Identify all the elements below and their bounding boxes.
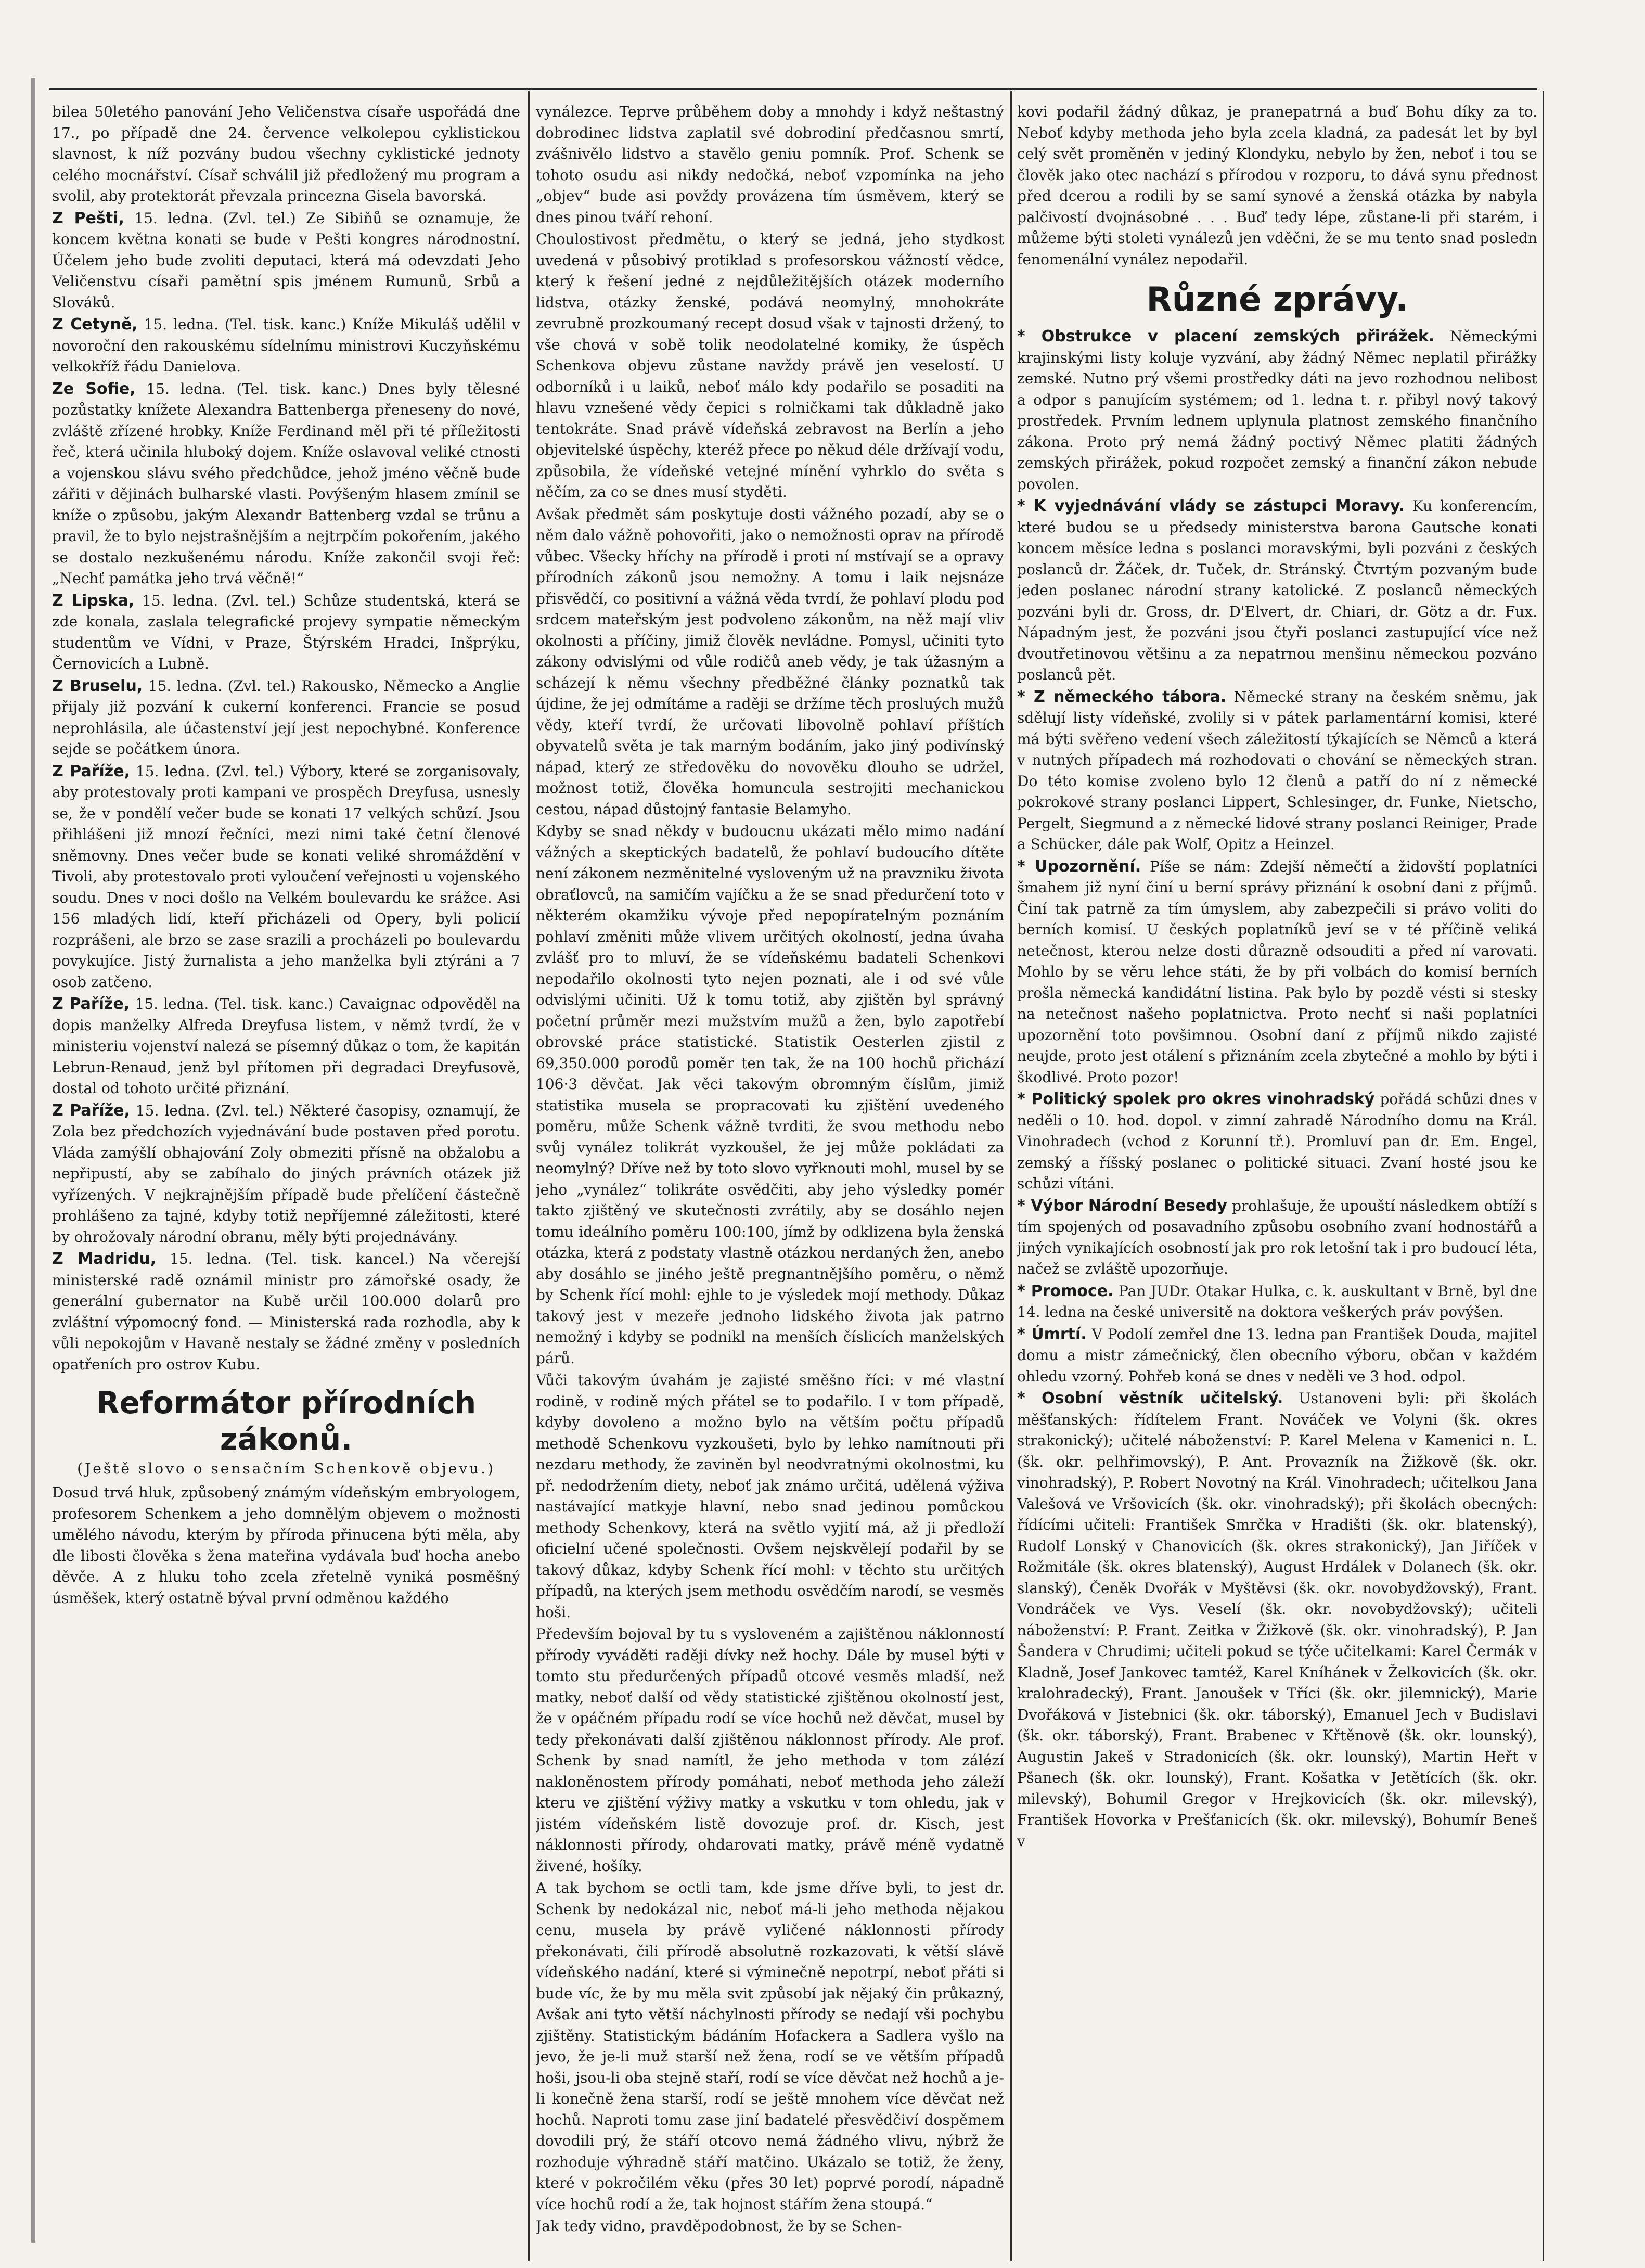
news-item bbox=[52, 591, 520, 675]
news-text: 15. ledna. (Tel. tisk. kanc.) Kníže Mikuláš udělil v novoroční den rakouskému sídelnímu ministrovi Kuczyňskému velkokříž řádu Danielova. bbox=[52, 316, 520, 375]
news-text: prohlašuje, že upouští následkem obtíží s tím spojených od posavadního způsobu osobního zvaní hodnostářů a jiných vynikajících osobností jak pro rok letošní tak i pro budoucí léta, načež se zvláště upozorňuje. bbox=[1017, 1197, 1537, 1277]
item-heading: * Politický spolek pro okres vinohradský bbox=[1017, 1090, 1375, 1108]
news-text: Ku konferencím, které budou se u předsedy ministerstva barona Gautsche konati koncem měsíce ledna s poslanci moravskými, byli pozváni z českých poslanců dr. Žáček, dr. Tuček, dr. Stránský. Čtvrtým pozvaným bude jeden poslanec národní strany katolické. Z poslanců německých pozváni byli dr. Gross, dr. D'Elvert, dr. Chiari, dr. Götz a dr. Fux. Nápadným jest, že pozváni jsou čtyři poslanci zastupující více než dvoutřetinovou většinu a za nepatrnou menšinu německou pozváno poslanců pět. bbox=[1017, 497, 1537, 683]
dateline: Z Paříže, bbox=[52, 995, 130, 1013]
news-text: 15. ledna. (Zvl. tel.) Ze Sibiňů se oznamuje, že koncem května konati se bude v Pešti kongres národnostní. Účelem jeho bude zvoliti deputaci, která má odevzdati Jeho Veličenstvu císaři pamětní spis jménem Rumunů, Srbů a Slováků. bbox=[52, 209, 520, 311]
news-text: pořádá schůzi dnes v neděli o 10. hod. dopol. v zimní zahradě Národního domu na Král. Vinohradech (vchod z Korunní tř.). Promluví pan dr. Em. Engel, zemský a říšský poslanec o politické situaci. Zvaní hosté jsou ke schůzi vítáni. bbox=[1017, 1091, 1537, 1192]
paragraph: Jak tedy vidno, pravděpodobnost, že by se Schen- bbox=[536, 2218, 902, 2235]
paragraph: vynálezce. Teprve průběhem doby a mnohdy i když neštastný dobrodinec lidstva zaplatil své dobrodiní předčasnou smrtí, zvášnivělo lidstvo a stavělo geniu pomník. Prof. Schenk se tohoto osudu asi nikdy nedočká, neboť vzpomínka na jeho „objev“ bude asi povždy provázena tím úsměvem, který se dnes pinou tváří rehoní. bbox=[536, 103, 1004, 226]
item-heading: * K vyjednávání vlády se zástupci Moravy. bbox=[1017, 497, 1405, 515]
news-text: 15. ledna. (Tel. tisk. kancel.) Na včerejší ministerské radě oznámil ministr pro zámořské osady, že generální gubernator na Kubě určil 100.000 dolarů pro zvláštní výpomocný fond. — Ministerská rada rozhodla, aby k vůli nepokojům v Havaně nestaly se žádné změny v posledních opatřeních pro ostrov Kubu. bbox=[52, 1250, 520, 1373]
news-item bbox=[52, 379, 520, 590]
dateline: Z Lipska, bbox=[52, 591, 135, 610]
news-item bbox=[52, 208, 520, 314]
news-item bbox=[52, 676, 520, 760]
news-text: Píše se nám: Zdejší němečtí a židovští poplatníci šmahem již nyní činí u berní správy přiznání k osobní dani z příjmů. Činí tak patrně za tím úmyslem, aby zabezpečili si právo voliti do berních komisí. U českých poplatníků jeví se v té příčině veliká netečnost, kterou nelze dosti důrazně odsouditi a před ní varovati. Mohlo by se věru lehce státi, že by při volbách do komisí berních prošla německá kandidátní listina. Pak bylo by pozdě vésti si stesky na netečnost našeho poplatnictva. Proto nechť si naši poplatníci upozornění toto povšimnou. Osobní daní z příjmů nikdo zajisté neujde, proto jest otálení s přiznáním zcela zbytečné a mohlo by býti i škodlivé. Proto pozor! bbox=[1017, 857, 1537, 1086]
dateline: Z Bruselu, bbox=[52, 676, 143, 695]
news-item bbox=[52, 994, 520, 1099]
column-1 bbox=[52, 101, 520, 2256]
news-text: 15. ledna. (Zvl. tel.) Rakousko, Německo a Anglie přijaly již pozvání k cukerní konferenci. Francie se posud neprohlásila, ale účastenství její jest nepochybné. Konference sejde se počátkem února. bbox=[52, 677, 520, 758]
news-text: 15. ledna. (Tel. tisk. kanc.) Cavaignac odpověděl na dopis manželky Alfreda Dreyfusa listem, v němž tvrdí, že v ministeriu vojenství nalezá se písemný důkaz o tom, že kapitán Lebrun-Renaud, jenž byl přítomen při degradaci Dreyfusově, dostal od tohoto určité přiznání. bbox=[52, 995, 520, 1097]
paragraph: A tak bychom se octli tam, kde jsme dříve byli, to jest dr. Schenk by nedokázal nic, neboť má-li jeho methoda nějakou cenu, musela by právě vyličené náklonnosti přírody překonávati, čili přírodě absolutně rozkazovati, k větší slávě vídeňského nadání, které si výminečně nepotrpí, neboť přáti si bude víc, že by mu měla svit způsobí jak nějaký čin průkazný, Avšak ani tyto větší náchylnosti přírody se nedají vši pochybu zjištěny. Statistickým bádáním Hofackera a Sadlera vyšlo na jevo, že je-li muž starší než žena, rodí se ve větším případů hoši, jsou-li oba stejně staří, rodí se více děvčat než hochů a je-li konečně žena starší, rodí se ještě mnohem více děvčat než hochů. Naproti tomu zase jiní badatelé přesvědčiví dospěmem dovodili prý, že stáří otcovo nemá žádného vlivu, nýbrž že rozhoduje výhradně stáří matčino. Ukázalo se totiž, že ženy, které v pokročilém věku (přes 30 let) poprvé porodí, nápadně více hochů rodí a že, tak hojnost stářím žena stoupá.“ bbox=[536, 1879, 1004, 2213]
item-heading: * Osobní věstník učitelský. bbox=[1017, 1389, 1283, 1407]
news-item bbox=[52, 314, 520, 378]
news-item bbox=[52, 1100, 520, 1248]
paragraph: bilea 50letého panování Jeho Veličenstva císaře uspořádá dne 17., po případě dne 24. července velkolepou cyklistickou slavnost, k níž pozvány budou všechny cyklistické jednoty celého mocnářství. Císař schválil již předložený mu program a svolil, aby protektorát převzala princezna Gisela bavorská. bbox=[52, 103, 520, 204]
dateline: Ze Sofie, bbox=[52, 379, 136, 398]
paragraph: Avšak předmět sám poskytuje dosti vážného pozadí, aby se o něm dalo vážně pohovořiti, jako o nemožnosti oprav na přírodě vůbec. Všecky hříchy na přírodě i proti ní mstívají se a opravy přírodních zákonů jsou nemožny. A tomu i laik nejsnáze přisvědčí, co positivní a vážná věda tvrdí, že pohlaví plodu pod srdcem mateřským jest podvoleno zákonům, na něž mají vliv okolnosti a příčiny, jimiž člověk nevládne. Pomysl, učiniti tyto zákony odvislými od vůle rodičů aneb vědy, je tak úžasným a scházejí k němu všechny předběžné články poznatků tak újdine, že jej odmítáme a raději se držíme těch prosluých mužů vědy, kteří tvrdí, že určovati libovolně pohlaví příštích obyvatelů světa je tak marným bodáním, jako jiný podivínský nápad, který ze středověku do novověku dlouho se udržel, možnost totiž, člověka homuncula sestrojiti mechanickou cestou, nápad důstojný fantasie Belamyho. bbox=[536, 505, 1004, 818]
item-heading: * Z německého tábora. bbox=[1017, 687, 1227, 706]
scan-binding-edge bbox=[31, 78, 35, 2243]
column-rule-1 bbox=[528, 91, 530, 2261]
news-item bbox=[1017, 496, 1537, 686]
news-text: 15. ledna. (Zvl. tel.) Výbory, které se zorganisovaly, aby protestovaly proti kampani ve prospěch Dreyfusa, usnesly se, že v pondělí večer bude se konati 17 velkých schůzí. Jsou přihlášeni již mnozí řečníci, mezi nimi také četní členové sněmovny. Dnes večer bude se konati veliké shromáždění v Tivoli, aby protestovalo proti vyloučení veřejnosti u vojenského soudu. Dnes v noci došlo na Velkém boulevardu ke srážce. Asi 156 mladých lidí, kteří přicházeli od Opery, byli policií rozprášeni, ale brzo se zase srazili a procházeli po boulevardu povykujíce. Jistý žurnalista a jeho manželka byli ztýráni a 7 osob zatčeno. bbox=[52, 762, 520, 991]
news-item bbox=[1017, 326, 1537, 495]
news-text: Německými krajinskými listy koluje vyzvání, aby žádný Němec neplatil přirážky zemské. Nutno prý všemi prostředky dáti na jevo rozhodnou nelibost a odpor s panujícím systémem; od 1. ledna t. r. přibyl nový takový prostředek. Prvním lednem uplynula platnost zemského finančního zákona. Proto prý nemá žádný poctivý Němec platiti žádných zemských přirážek, pokud rozpočet zemský a finanční zákon nebude povolen. bbox=[1017, 328, 1537, 493]
news-text: Ustanoveni byli: při školách měšťanských: řídítelem Frant. Nováček ve Volyni (šk. okres strakonický); učitelé náboženství: P. Karel Melena v Kamenici n. L. (šk. okr. pelhřimovský), P. Ant. Provazník na Žižkově (šk. okr. vinohradský), P. Robert Novotný na Král. Vinohradech; učitelkou Jana Valešová ve Vršovicích (šk. okr. vinohradský); při školách obecných: řídícími učiteli: František Smrčka v Hradišti (šk. okr. blatenský), Rudolf Lonský v Chanovicích (šk. okres strakonický), Jan Jiříček v Rožmitále (šk. okres blatenský), August Hrdálek v Dolanech (šk. okr. slanský), Čeněk Dvořák v Myštěvsi (šk. okr. novobydžovský), Frant. Vondráček ve Vys. Veselí (šk. okr. novobydžovský); učiteli náboženství: P. Frant. Zeitka v Žižkově (šk. okr. vinohradský), P. Jan Šandera v Chrudimi; učiteli pokud se týče učitelkami: Karel Čermák v Kladně, Josef Jankovec tamtéž, Karel Kníhánek v Želkovicích (šk. okr. kralohradecký), Frant. Janoušek v Tříci (šk. okr. jilemnický), Marie Dvořáková v Jistebnici (šk. okr. táborský), Emanuel Jech v Budislavi (šk. okr. táborský), Frant. Brabenec v Křtěnově (šk. okr. lounský), Augustin Jakeš v Stradonicích (šk. okr. lounský), Martin Heřt v Pšanech (šk. okr. lounský), Frant. Košatka v Jetětících (šk. okr. milevský), Bohumil Gregor v Hrejkovicích (šk. okr. milevský), František Hovorka v Prešťanicích (šk. okr. milevský), Bohumír Beneš v bbox=[1017, 1390, 1537, 1850]
top-rule bbox=[49, 88, 1537, 90]
column-rule-2 bbox=[1010, 91, 1012, 2261]
paragraph: kovi podařil žádný důkaz, je pranepatrná a buď Bohu díky za to. Neboť kdyby methoda jeho byla zcela kladná, za padesát let by byl celý svět proměněn v jediný Klondyku, nebylo by žen, neboť i tou se člověk jako otec nachází s přírodou v rozporu, to dává synu přednost před dcerou a rodili by se samí synové a ženská otázka by nabyla palčivostí dvojnásobné . . . Buď tedy lépe, zůstane-li při starém, i můžeme býti stoleti vynálezů jen vděčni, že se mu tento snad posledn fenomenální vynález nepodařil. bbox=[1017, 103, 1537, 268]
news-item bbox=[52, 1249, 520, 1375]
news-item bbox=[1017, 1324, 1537, 1388]
dateline: Z Paříže, bbox=[52, 1101, 130, 1120]
news-text: Pan JUDr. Otakar Hulka, c. k. auskultant v Brně, byl dne 14. ledna na české universitě na doktora veškerých práv povýšen. bbox=[1017, 1282, 1537, 1321]
paragraph: Dosud trvá hluk, způsobený známým vídeňským embryologem, profesorem Schenkem a jeho domnělým objevem o možnosti umělého návodu, kterým by příroda přinucena býti měla, aby dle libosti člověka s žena mateřina vydávala buď hocha anebo děvče. A z hluku toho zcela zřetelně vyniká posměšný úsměšek, který ostatně býval první odměnou každého bbox=[52, 1484, 520, 1607]
news-item bbox=[1017, 1281, 1537, 1323]
item-heading: * Upozornění. bbox=[1017, 857, 1141, 876]
section-heading: Různé zprávy. bbox=[1146, 280, 1408, 319]
news-text: 15. ledna. (Zvl. tel.) Některé časopisy, oznamují, že Zola bez předchozích vyjednávání bude postaven před porotu. Vláda zamýšlí obhajování Zoly obmeziti přísně na obžalobu a nepřipustí, aby se zabíhalo do jiných právních otázek již vyřízených. V nejkrajnějším případě bude přelíčení částečně prohlášeno za tajné, kdyby totiž nepříjemné záležitosti, které by ohrožovaly národní obranu, měly býti projednávány. bbox=[52, 1101, 520, 1246]
dateline: Z Paříže, bbox=[52, 762, 130, 780]
item-heading: * Úmrtí. bbox=[1017, 1325, 1087, 1343]
news-item bbox=[1017, 1388, 1537, 1852]
item-heading: * Výbor Národní Besedy bbox=[1017, 1196, 1227, 1215]
news-item bbox=[52, 761, 520, 993]
news-text: 15. ledna. (Tel. tisk. kanc.) Dnes byly tělesné pozůstatky knížete Alexandra Battenberga přeneseny do nové, zvláště zřízené hrobky. Kníže Ferdinand měl při té příležitosti řeč, která učinila hluboký dojem. Kníže oslavoval veliké ctnosti a vojenskou slávu svého předchůdce, jehož jméno věčně bude zářiti v dějinách bulharské vlasti. Povýšeným hlasem zmínil se kníže o způsobu, jakým Alexandr Battenberg vzdal se trůnu a pravil, že to bylo nejstrašnějším a nejtrpčím pokořením, jakého se dostalo nezkušenému národu. Kníže zakončil svoji řeč: „Nechť památka jeho trvá věčně!“ bbox=[52, 380, 520, 587]
dateline: Z Pešti, bbox=[52, 209, 124, 227]
news-item bbox=[1017, 1089, 1537, 1195]
news-item bbox=[1017, 856, 1537, 1088]
paragraph: Především bojoval by tu s vysloveném a zajištěnou náklonností přírody vyváděti raději dívky než hochy. Dále by musel býti v tomto stu předurčených případů otcové vesměs mladší, než matky, neboť další od vědy statistické zjištěnou okolností jest, že v opáčném případu rodí se více hochů než děvčat, musel by tedy překonávati další zjištěnou náklonnost přírody. Ale prof. Schenk by snad namítl, že jeho methoda v tom zálézí nakloněnostem přírody pomáhati, neboť methoda jeho záleží kteru ve zjištění výživy matky a vskutku v tom ohledu, jak v jistém vídeňském listě dovozuje prof. dr. Kisch, jest náklonnosti přírody, ohdarovati matky, právě méně vydatně živené, hošíky. bbox=[536, 1625, 1004, 1875]
item-heading: * Obstrukce v placení zemských přirážek. bbox=[1017, 327, 1435, 345]
right-rule bbox=[1543, 91, 1544, 2261]
dateline: Z Cetyně, bbox=[52, 315, 138, 334]
paragraph: Kdyby se snad někdy v budoucnu ukázati mělo mimo nadání vážných a skeptických badatelů, že pohlaví budoucího dítěte není zákonem nezměnitelné vysloveným už na pravzniku života obraťlovců, na samičím vajíčku a že se snad předurčení toto v některém okamžiku vývoje před nepopíratelným poznáním pohlaví změniti může vlivem určitých okolností, jedna úvaha zvlášť pro to mluví, že se vídeňskému badateli Schenkovi nepodařilo okolnosti tyto nejen poznati, ale i od své vůle odvislými učiniti. Už k tomu totiž, aby zjištěn byl správný početní průměr mezi mužstvím mužů a žen, bylo zapotřebí obrovské práce statistické. Statistik Oesterlen zjistil z 69,350.000 porodů poměr ten tak, že na 100 hochů přichází 106·3 děvčat. Jak věci takovým obromným číslům, jimiž statistika musela se propracovati ku zjištění uvedeného poměru, může Schenk vážně tvrditi, že svou methodu nebo svůj vynález tolikrát vyzkoušel, že jej může pokládati za neomylný? Dříve než by toto slovo vyřknouti mohl, musel by se jeho „vynález“ tolikráte osvědčiti, aby jeho výsledky pomér takto zjištěný ve skutečnosti zvrátily, aby se dosáhlo nejen tomu ideálního poměru 100:100, jímž by odklizena byla ženská otázka, která z podstaty vlastně otázkou nerdaných žen, anebo aby dosáhlo se jiného ještě pregnantnějšího poměru, o němž by Schenk řící mohl: ejhle to je výsledek mojí methody. Důkaz takový jest v mezeře jednoho lidského života jak patrno nemožný i kdyby se podnikl na menších číslicích manželských párů. bbox=[536, 823, 1004, 1367]
article-headline: Reformátor přírodních zákonů. bbox=[96, 1385, 477, 1457]
news-text: Německé strany na českém sněmu, jak sdělují listy vídeňské, zvolily si v pátek parlamentární komisi, které má býti svěřeno vedení všech záležitostí týkajících se Němců a která v nutných případech má rozhodovati o chování se německých stran. Do této komise zvoleno bylo 12 členů a patří do ní z německé pokrokové strany poslanci Lippert, Schlesinger, dr. Funke, Nietscho, Pergelt, Siegmund a z německé lidové strany poslanci Reiniger, Prade a Schücker, dále pak Wolf, Opitz a Heinzel. bbox=[1017, 688, 1537, 853]
paragraph: Choulostivost předmětu, o který se jedná, jeho stydkost uvedená v působivý protiklad s profesorskou vážností vědce, který k řešení jedné z nejdůležitějších otázek moderního lidstva, otázky ženské, podává neomylný, mnohokráte zevrubně prozkoumaný recept dosud však v tajnosti držený, to vše chová v sobě tolik neodolatelné komiky, že úspěch Schenkova objevu zůstane navždy právě jen veselostí. U odborníků i u laiků, neboť málo kdy podařilo se posaditi na hlavu vznešené vědy čepici s rolničkami tak důkladně jako tentokráte. Snad právě vídeňská zebravost na Berlín a jeho objevitelské úspěchy, kteréž přece po někud déle držívají vodu, způsobila, že vídeňské vetejné mínění vyhrklo do světa s něčím, za co se dnes musí styděti. bbox=[536, 230, 1004, 501]
column-3 bbox=[1017, 101, 1537, 2256]
news-item bbox=[1017, 687, 1537, 855]
news-text: V Podolí zemřel dne 13. ledna pan František Douda, majitel domu a mistr zámečnický, člen obecního výboru, občan v každém ohledu vzorný. Pohřeb koná se dnes v neděli ve 3 hod. odpol. bbox=[1017, 1325, 1537, 1385]
dateline: Z Madridu, bbox=[52, 1250, 157, 1268]
news-text: 15. ledna. (Zvl. tel.) Schůze studentská, která se zde konala, zaslala telegrafické projevy sympatie německým studentům ve Vídni, v Praze, Štýrském Hradci, Inšprýku, Černovicích a Lubně. bbox=[52, 592, 520, 672]
column-2 bbox=[536, 101, 1004, 2256]
news-item bbox=[1017, 1196, 1537, 1280]
article-subheadline: (Ještě slovo o sensačním Schenkově objevu.) bbox=[77, 1460, 495, 1477]
item-heading: * Promoce. bbox=[1017, 1282, 1114, 1300]
paragraph: Vůči takovým úvahám je zajisté směšno říci: v mé vlastní rodině, v rodině mých přátel se to podařilo. I v tom případě, kdyby dovoleno a možno bylo na větším počtu případů methodě Schenkovu vyzkoušeti, bylo by lehko namítnouti při nezdaru methody, že zaviněn byl neodvratnými okolnostmi, ku př. nedodržením diety, neboť jak známo určitá, udělená výživa nastávající matkyje hlavní, nebo snad jedinou pomůckou methody Schenkovy, která na světlo vyjití má, až ji předloží oficielní učené společnosti. Ovšem nejskvělejí podařil by se takový důkaz, kdyby Schenk řící mohl: v těchto stu určitých případů, na kterých jsem methodu osvědčím narodí, se vesměs hoši. bbox=[536, 1372, 1004, 1621]
